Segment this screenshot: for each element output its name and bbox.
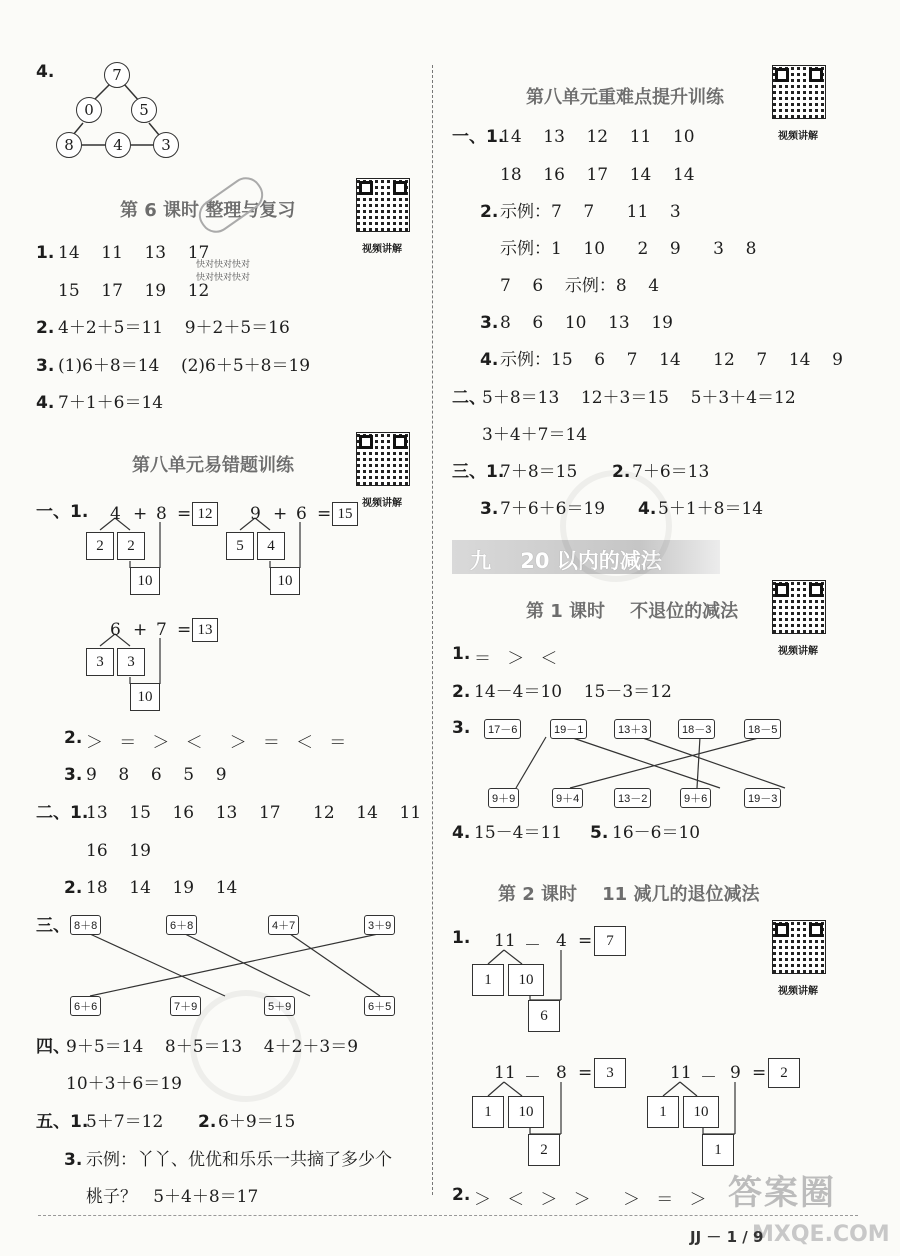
- bg-watermark-circle-icon: [190, 990, 302, 1102]
- l6-r1a: 14 11 13 17: [58, 243, 210, 263]
- u8e-p1-3-label: 3.: [64, 765, 83, 785]
- u8e-p1-2: ＞ ＝ ＞ ＜ ＞ ＝ ＜ ＝: [86, 733, 347, 753]
- u8h-p3-1: 7＋8＝15: [500, 462, 578, 482]
- d3-split-1: 3: [86, 648, 114, 676]
- match-bot-left-3: 5＋9: [264, 996, 295, 1016]
- d1-split-2: 2: [117, 532, 145, 560]
- l1-r1-label: 1.: [452, 644, 471, 664]
- u8h-p1-2b: 示例：1 10 2 9 3 8: [500, 239, 757, 259]
- u8h-p1-3-label: 3.: [480, 313, 499, 333]
- u8e-p4a: 9＋5＝14 8＋5＝13 4＋2＋3＝9: [66, 1037, 359, 1057]
- match-top-right-3: 13＋3: [614, 719, 651, 739]
- u8h-p1-3: 8 6 10 13 19: [500, 313, 673, 333]
- u8e-p1-label: 一、1.: [36, 502, 89, 522]
- match-top-left-2: 6＋8: [166, 915, 197, 935]
- u8e-p5-3b: 桃子？ 5＋4＋8＝17: [86, 1187, 259, 1207]
- u8e-p4-label: 四、: [36, 1037, 70, 1057]
- l6-r3: (1)6＋8＝14 (2)6＋5＋8＝19: [58, 356, 311, 376]
- u8e-p4b: 10＋3＋6＝19: [66, 1074, 182, 1094]
- u8e-p2-2-label: 2.: [64, 878, 83, 898]
- l1-r5-label: 5.: [590, 823, 609, 843]
- l2d3-split-1: 1: [647, 1096, 679, 1128]
- l2d2-answer-box: 3: [594, 1058, 626, 1088]
- triangle-bottom-mid: 4: [105, 132, 131, 158]
- d2-split-1: 5: [226, 532, 254, 560]
- u8e-p1-2-label: 2.: [64, 728, 83, 748]
- l6-r1-label: 1.: [36, 243, 55, 263]
- watermark-url: MXQE.COM: [752, 1222, 890, 1247]
- qr-caption: 视频讲解: [362, 498, 402, 509]
- l2d3-eq: =: [752, 1063, 767, 1083]
- triangle-top: 7: [104, 62, 130, 88]
- match-top-left-4: 3＋9: [364, 915, 395, 935]
- l2d2-eq: =: [578, 1063, 593, 1083]
- stamp-text: 快对快对快对: [196, 259, 251, 269]
- l2d1-op: －: [524, 936, 541, 956]
- lesson6-title: 第 6 课时 整理与复习: [120, 200, 296, 221]
- l2d1-split-2: 10: [508, 964, 544, 996]
- d3-answer-box: 13: [192, 618, 218, 642]
- u8e-p2-2: 18 14 19 14: [86, 878, 238, 898]
- l1-r2: 14－4＝10 15－3＝12: [474, 682, 672, 702]
- d2-answer-box: 15: [332, 502, 358, 526]
- l2d3-op: －: [700, 1068, 717, 1088]
- u8h-p2b: 3＋4＋7＝14: [482, 425, 588, 445]
- d2-split-2: 4: [257, 532, 285, 560]
- l2-r2: ＞ ＜ ＞ ＞ ＞ ＝ ＞: [474, 1190, 707, 1210]
- d3-a: 6: [110, 620, 121, 640]
- u8h-p1-label: 一、1.: [452, 127, 505, 147]
- d2-sum-box: 10: [270, 567, 300, 595]
- l2d1-answer-box: 7: [594, 926, 626, 956]
- lesson1-title: 第 1 课时 不退位的减法: [526, 601, 739, 622]
- u8e-p5-3: 示例：丫丫、优优和乐乐一共摘了多少个: [86, 1150, 392, 1170]
- qr-caption: 视频讲解: [778, 131, 818, 142]
- bg-watermark-circle-icon: [560, 470, 672, 582]
- l2d3-split-2: 10: [683, 1096, 719, 1128]
- l2d3-diff-box: 1: [702, 1134, 734, 1166]
- u8h-p2-label: 二、: [452, 388, 486, 408]
- match-bot-right-3: 13－2: [614, 788, 651, 808]
- d1-b: 8: [156, 504, 167, 524]
- match-top-right-4: 18－3: [678, 719, 715, 739]
- match-bot-right-5: 19－3: [744, 788, 781, 808]
- l2d3-answer-box: 2: [768, 1058, 800, 1088]
- l2d1-diff-box: 6: [528, 1000, 560, 1032]
- l6-r3-label: 3.: [36, 356, 55, 376]
- page-footer: JJ － 1 / 9: [690, 1228, 764, 1246]
- u8h-p3-label: 三、1.: [452, 462, 505, 482]
- match-bot-right-4: 9＋6: [680, 788, 711, 808]
- u8h-p3-4-label: 4.: [638, 499, 657, 519]
- unit8hard-title: 第八单元重难点提升训练: [526, 87, 724, 108]
- u8e-p2-label: 二、1.: [36, 803, 89, 823]
- u8h-p3-4: 5＋1＋8＝14: [658, 499, 764, 519]
- l2d1-eq: =: [578, 931, 593, 951]
- l2d2-split-2: 10: [508, 1096, 544, 1128]
- triangle-bottom-left: 8: [56, 132, 82, 158]
- u8h-p1-4: 示例：15 6 7 14 12 7 14 9: [500, 350, 843, 370]
- u8h-p1-1a: 14 13 12 11 10: [500, 127, 695, 147]
- q4-label: 4.: [36, 62, 55, 82]
- match-bot-right-2: 9＋4: [552, 788, 583, 808]
- unit9-title: 九 20 以内的减法: [470, 549, 662, 573]
- match-top-left-1: 8＋8: [70, 915, 101, 935]
- u8h-p1-1b: 18 16 17 14 14: [500, 165, 695, 185]
- d1-sum-box: 10: [130, 567, 160, 595]
- l1-r1: ＝ ＞ ＜: [474, 649, 558, 669]
- triangle-mid-left: 0: [76, 97, 102, 123]
- u8h-p1-2c: 7 6 示例：8 4: [500, 276, 660, 296]
- d3-split-2: 3: [117, 648, 145, 676]
- lesson2-title: 第 2 课时 11 减几的退位减法: [498, 884, 760, 905]
- d1-eq: =: [177, 504, 192, 524]
- match-bot-right-1: 9＋9: [488, 788, 519, 808]
- d1-answer-box: 12: [192, 502, 218, 526]
- l2d2-a: 11: [494, 1063, 516, 1083]
- u8e-p5-1: 5＋7＝12: [86, 1112, 164, 1132]
- stamp-text-2: 快对快对快对: [196, 272, 251, 282]
- d1-split-1: 2: [86, 532, 114, 560]
- l2d1-b: 4: [556, 931, 567, 951]
- u8h-p3-3-label: 3.: [480, 499, 499, 519]
- match-top-right-5: 18－5: [744, 719, 781, 739]
- u8h-p2a: 5＋8＝13 12＋3＝15 5＋3＋4＝12: [482, 388, 796, 408]
- triangle-mid-right: 5: [131, 97, 157, 123]
- d3-b: 7: [156, 620, 167, 640]
- l2d2-op: －: [524, 1068, 541, 1088]
- d1-a: 4: [110, 504, 121, 524]
- match-top-left-3: 4＋7: [268, 915, 299, 935]
- l2-r1-label: 1.: [452, 928, 471, 948]
- d2-b: 6: [296, 504, 307, 524]
- match-top-right-1: 17－6: [484, 719, 521, 739]
- d2-op: +: [273, 504, 288, 524]
- match-bot-left-2: 7＋9: [170, 996, 201, 1016]
- u8e-p5-2-label: 2.: [198, 1112, 217, 1132]
- qr-caption: 视频讲解: [778, 646, 818, 657]
- l1-r4-label: 4.: [452, 823, 471, 843]
- u8e-p5-2: 6＋9＝15: [218, 1112, 296, 1132]
- d2-a: 9: [250, 504, 261, 524]
- u8e-p2-1b: 16 19: [86, 841, 151, 861]
- u8h-p1-2a: 示例：7 7 11 3: [500, 202, 681, 222]
- u8h-p3-3: 7＋6＋6＝19: [500, 499, 606, 519]
- l6-r2-label: 2.: [36, 318, 55, 338]
- l6-r2: 4＋2＋5＝11 9＋2＋5＝16: [58, 318, 290, 338]
- d3-eq: =: [177, 620, 192, 640]
- watermark-logo: 答案圈: [728, 1173, 836, 1213]
- l6-r4-label: 4.: [36, 393, 55, 413]
- d3-sum-box: 10: [130, 683, 160, 711]
- u8e-p5-3-label: 3.: [64, 1150, 83, 1170]
- u8h-p3-2-label: 2.: [612, 462, 631, 482]
- match-bot-left-1: 6＋6: [70, 996, 101, 1016]
- qr-caption: 视频讲解: [362, 244, 402, 255]
- unit8err-title: 第八单元易错题训练: [132, 455, 294, 476]
- l2d2-diff-box: 2: [528, 1134, 560, 1166]
- u8e-p2-1a: 13 15 16 13 17 12 14 11: [86, 803, 422, 823]
- d2-eq: =: [317, 504, 332, 524]
- d1-op: +: [133, 504, 148, 524]
- match-bot-left-4: 6＋5: [364, 996, 395, 1016]
- match-top-right-2: 19－1: [550, 719, 587, 739]
- u8e-p5-label: 五、1.: [36, 1112, 89, 1132]
- l2-r2-label: 2.: [452, 1185, 471, 1205]
- d3-op: +: [133, 620, 148, 640]
- l6-r1b: 15 17 19 12: [58, 281, 210, 301]
- u8e-p3-label: 三、: [36, 916, 70, 936]
- l6-r4: 7＋1＋6＝14: [58, 393, 164, 413]
- u8h-p3-2: 7＋6＝13: [632, 462, 710, 482]
- qr-caption: 视频讲解: [778, 986, 818, 997]
- l1-r2-label: 2.: [452, 682, 471, 702]
- l2d3-a: 11: [670, 1063, 692, 1083]
- l2d2-split-1: 1: [472, 1096, 504, 1128]
- l2d2-b: 8: [556, 1063, 567, 1083]
- l2d3-b: 9: [730, 1063, 741, 1083]
- triangle-bottom-right: 3: [153, 132, 179, 158]
- l1-r4: 15－4＝11: [474, 823, 563, 843]
- l2d1-split-1: 1: [472, 964, 504, 996]
- u8e-p1-3: 9 8 6 5 9: [86, 765, 227, 785]
- l1-r3-label: 3.: [452, 718, 471, 738]
- l2d1-a: 11: [494, 931, 516, 951]
- l1-r5: 16－6＝10: [612, 823, 701, 843]
- u8h-p1-4-label: 4.: [480, 350, 499, 370]
- u8h-p1-2-label: 2.: [480, 202, 499, 222]
